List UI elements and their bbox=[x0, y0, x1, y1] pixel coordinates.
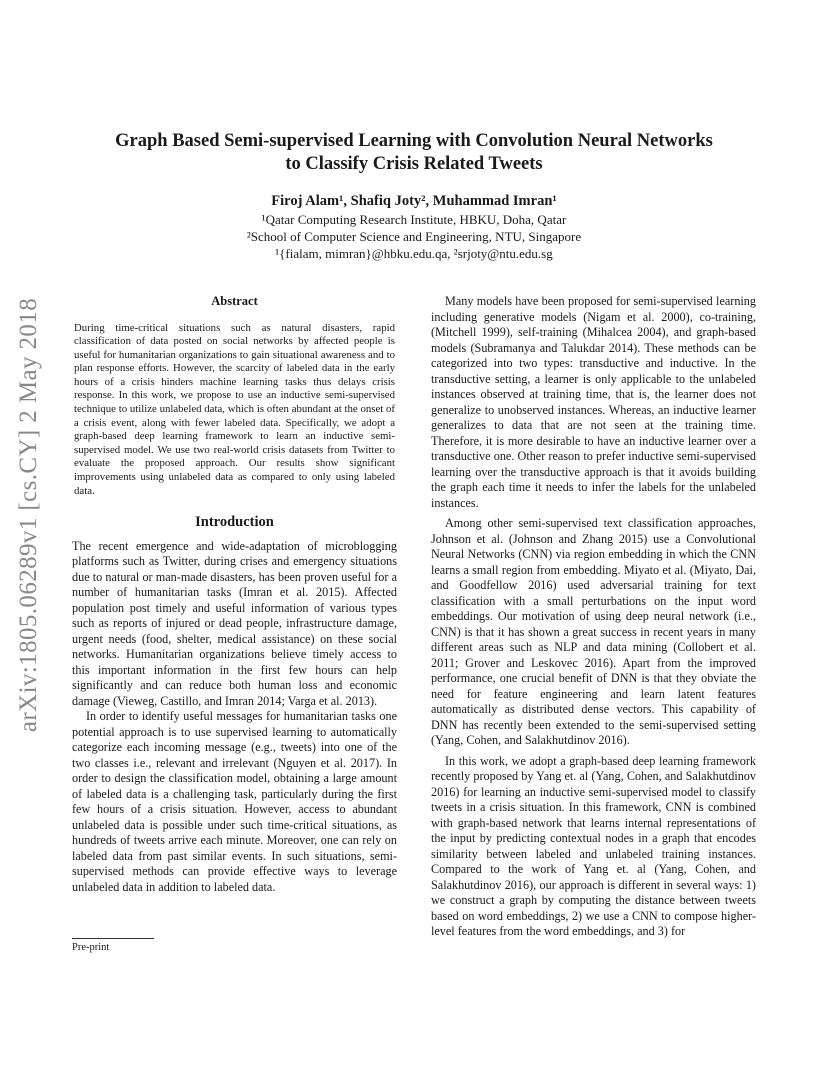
intro-paragraph-4: Among other semi-supervised text classification approaches, Johnson et al. (Johnson and Zhang 2015) use a Convolutional Neural Networks (CNN) via region embedding in which the CNN learns a small region from embedding. Miyato et al. (Miyato, Dai, and Goodfellow 2016) used adversarial training for text classification with a small perturbations on the input word embeddings. Our motivation of using deep neural network (i.e., CNN) is that it has shown a great success in recent years in many different areas such as NLP and data mining (Collobert et al. 2011; Grover and Leskovec 2016). Apart from the improved performance, one crucial benefit of DNN is that they obviate the need for feature engineering and learn latent features automatically as distributed dense vectors. This capability of DNN has recently been extended to the semi-supervised setting (Yang, Cohen, and Salakhutdinov 2016). bbox=[431, 516, 756, 747]
affiliation-2: ²School of Computer Science and Engineering, NTU, Singapore bbox=[246, 229, 582, 244]
paper-title bbox=[80, 130, 748, 176]
intro-paragraph-1: The recent emergence and wide-adaptation of microblogging platforms such as Twitter, during crises and emergency situations due to natural or man-made disasters, has been proven useful for a number of humanitarian tasks (Imran et al. 2015). Affected population post timely and useful information of various types such as reports of injured or dead people, infrastructure damage, urgent needs (food, shelter, medical assistance) on these social networks. Humanitarian organizations believe timely access to this important information in the first few hours can help significantly and can reduce both human loss and economic damage (Vieweg, Castillo, and Imran 2014; Varga et al. 2013). bbox=[72, 538, 397, 708]
intro-paragraph-3: Many models have been proposed for semi-supervised learning including generative models (Nigam et al. 2000), co-training, (Mitchell 1999), self-training (Mihalcea 2004), and graph-based models (Subramanya and Talukdar 2014). These methods can be categorized into two types: transductive and inductive. In the transductive setting, a learner is only applicable to the unlabeled instances observed at training time, that is, the learner does not generalize to unobserved instances. Whereas, an inductive learner generalizes to data that are not seen at the training time. Therefore, it is more desirable to have an inductive learner over a transductive one. Other reason to prefer inductive semi-supervised learning over the transductive approach is that it avoids building the graph each time it needs to infer the labels for the unlabeled instances. bbox=[431, 294, 756, 510]
footnote: Pre-print bbox=[72, 938, 154, 953]
title-line-1: Graph Based Semi-supervised Learning with Convolution Neural Networks bbox=[115, 131, 713, 151]
authors: Firoj Alam¹, Shafiq Joty², Muhammad Imran¹ bbox=[271, 193, 557, 209]
intro-paragraph-2: In order to identify useful messages for humanitarian tasks one potential approach is to use supervised learning to automatically categorize each incoming message (e.g., tweets) into one of the two classes i.e., relevant and irrelevant (Nguyen et al. 2017). In order to design the classification model, obtaining a large amount of labeled data is a challenging task, particularly during the first few hours of a crisis situation. However, access to abundant unlabeled data is possible under such time-critical situations, as hundreds of tweets arrive each minute. Moreover, one can rely on labeled data from past similar events. In such situations, semi-supervised methods can provide effective ways to leverage unlabeled data in addition to labeled data. bbox=[72, 709, 397, 894]
arxiv-identifier: arXiv:1805.06289v1 [cs.CY] 2 May 2018 bbox=[15, 297, 42, 733]
abstract-heading: Abstract bbox=[211, 294, 258, 308]
right-column bbox=[431, 294, 756, 940]
title-line-2: to Classify Crisis Related Tweets bbox=[285, 154, 543, 174]
arxiv-sidebar bbox=[4, 280, 54, 750]
intro-paragraph-5: In this work, we adopt a graph-based deep learning framework recently proposed by Yang et. al (Yang, Cohen, and Salakhutdinov 2016) for learning an inductive semi-supervised model to classify tweets in a crisis situation. In this framework, CNN is combined with graph-based network that learns internal representations of the input by predicting contextual nodes in a graph that encodes similarity between labeled and unlabeled training instances. Compared to the work of Yang et. al (Yang, Cohen, and Salakhutdinov 2016), our approach is different in several ways: 1) we construct a graph by computing the distance between tweets based on word embeddings, 2) we use a CNN to compose higher-level features from the word embeddings, and 3) for bbox=[431, 753, 756, 938]
author-emails: ¹{fialam, mimran}@hbku.edu.qa, ²srjoty@ntu.edu.sg bbox=[275, 246, 553, 261]
affiliation-1: ¹Qatar Computing Research Institute, HBKU, Doha, Qatar bbox=[261, 212, 567, 227]
abstract-text: During time-critical situations such as natural disasters, rapid classification of data posted on social networks by affected people is useful for humanitarian organizations to gain situational awareness and to plan response efforts. However, the scarcity of labeled data in the early hours of a crisis hinders machine learning tasks thus delays crisis response. In this work, we propose to use an inductive semi-supervised technique to utilize unlabeled data, which is often abundant at the onset of a crisis event, along with fewer labeled data. Specifically, we adopt a graph-based deep learning framework to learn an inductive semi-supervised model. We use two real-world crisis datasets from Twitter to evaluate the proposed approach. Our results show significant improvements using unlabeled data as compared to only using labeled data. bbox=[74, 321, 395, 497]
left-column bbox=[72, 294, 397, 895]
introduction-heading: Introduction bbox=[195, 514, 274, 531]
